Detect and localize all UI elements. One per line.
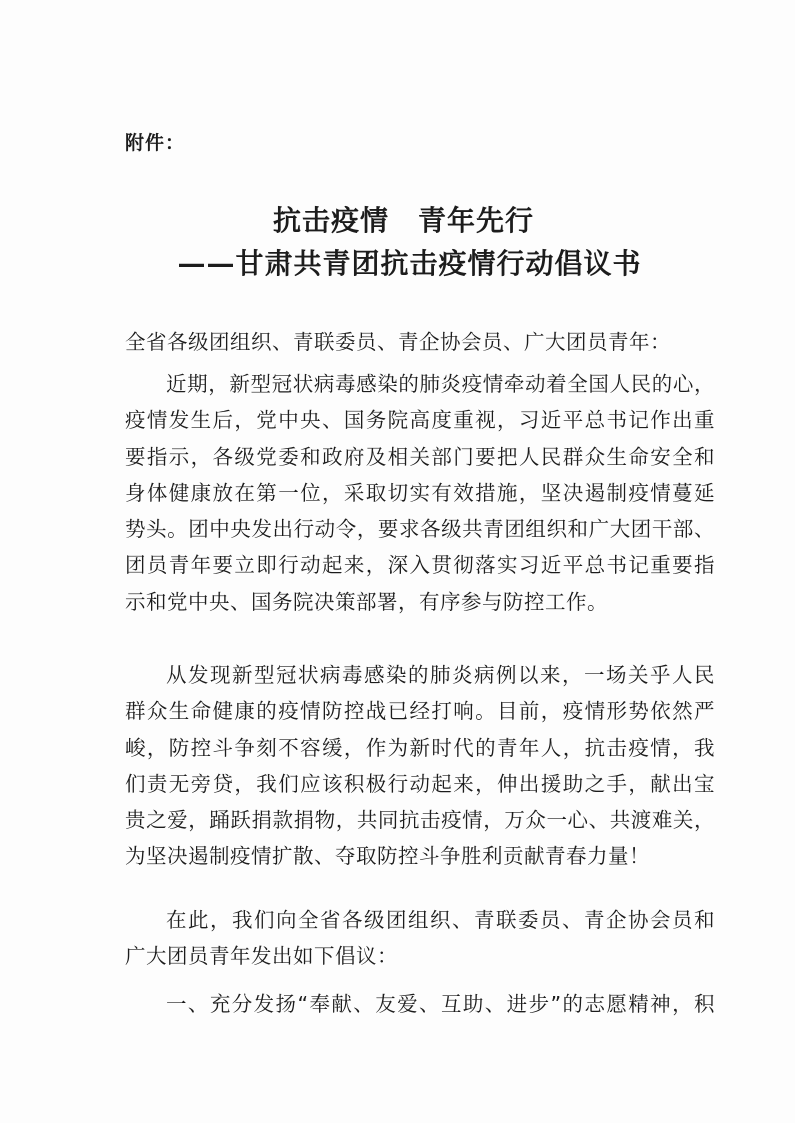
document-title: 抗击疫情 青年先行 xyxy=(272,204,534,237)
paragraph-line: 为坚决遏制疫情扩散、夺取防控斗争胜利贡献青春力量！ xyxy=(125,844,650,869)
paragraph-line: 广大团员青年发出如下倡议： xyxy=(125,944,398,969)
paragraph-line: 示和党中央、国务院决策部署，有序参与防控工作。 xyxy=(125,589,608,614)
document-subtitle: ——甘肃共青团抗击疫情行动倡议书 xyxy=(177,247,642,280)
paragraph-3 xyxy=(125,902,715,975)
paragraph-2 xyxy=(125,657,715,875)
paragraph-line: 近期，新型冠状病毒感染的肺炎疫情牵动着全国人民的心， xyxy=(166,372,715,396)
paragraph-4 xyxy=(125,986,715,1022)
paragraph-line: 要指示，各级党委和政府及相关部门要把人民群众生命安全和 xyxy=(125,444,715,469)
paragraph-line: 身体健康放在第一位，采取切实有效措施，坚决遏制疫情蔓延 xyxy=(125,480,715,505)
salutation: 全省各级团组织、青联委员、青企协会员、广大团员青年： xyxy=(125,330,671,354)
paragraph-line: 群众生命健康的疫情防控战已经打响。目前，疫情形势依然严 xyxy=(125,699,715,724)
paragraph-line: 一、充分发扬“奉献、友爱、互助、进步”的志愿精神，积 xyxy=(166,992,715,1016)
paragraph-line: 从发现新型冠状病毒感染的肺炎病例以来，一场关乎人民 xyxy=(166,663,715,687)
attachment-label: 附件： xyxy=(125,132,186,154)
paragraph-line: 团员青年要立即行动起来，深入贯彻落实习近平总书记重要指 xyxy=(125,553,715,578)
paragraph-line: 们责无旁贷，我们应该积极行动起来，伸出援助之手，献出宝 xyxy=(125,771,715,796)
paragraph-line: 势头。团中央发出行动令，要求各级共青团组织和广大团干部、 xyxy=(125,517,715,542)
paragraph-line: 在此，我们向全省各级团组织、青联委员、青企协会员和 xyxy=(166,908,715,932)
paragraph-line: 峻，防控斗争刻不容缓，作为新时代的青年人，抗击疫情，我 xyxy=(125,735,715,760)
paragraph-line: 贵之爱，踊跃捐款捐物，共同抗击疫情，万众一心、共渡难关， xyxy=(125,808,715,833)
paragraph-line: 疫情发生后，党中央、国务院高度重视，习近平总书记作出重 xyxy=(125,408,715,433)
paragraph-1 xyxy=(125,366,715,620)
